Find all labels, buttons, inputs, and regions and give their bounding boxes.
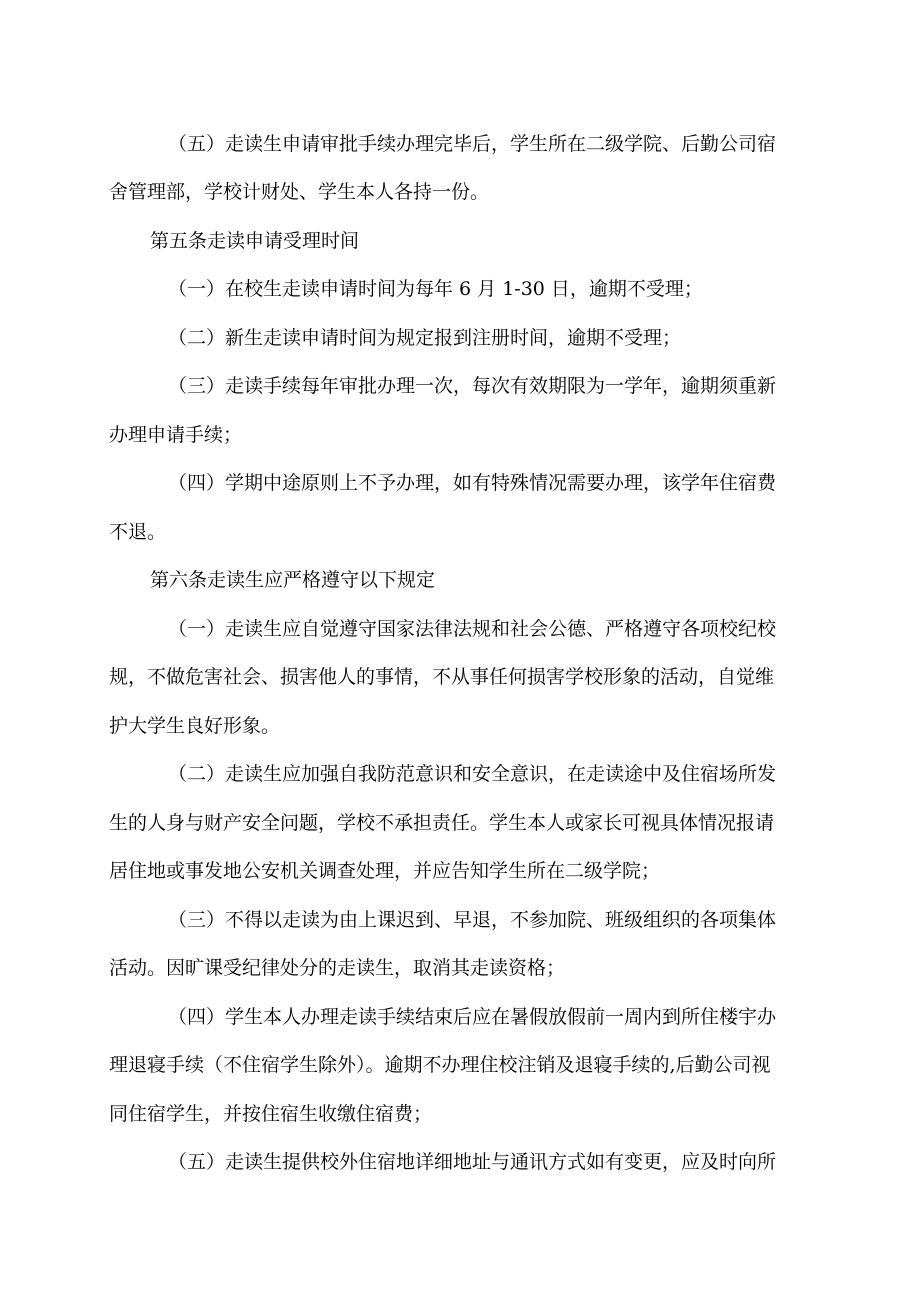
text-line: 理退寝手续（不住宿学生除外）。逾期不办理住校注销及退寝手续的,后勤公司视 [109, 1054, 771, 1076]
text-line: （四）学生本人办理走读手续结束后应在暑假放假前一周内到所住楼宇办 [168, 1006, 777, 1028]
text-line: （四）学期中途原则上不予办理，如有特殊情况需要办理，该学年住宿费 [168, 472, 777, 494]
text-line: （一）在校生走读申请时间为每年 6 月 1-30 日，逾期不受理； [168, 278, 703, 300]
text-line: （三）走读手续每年审批办理一次，每次有效期限为一学年，逾期须重新 [168, 375, 777, 397]
text-line: 活动。因旷课受纪律处分的走读生，取消其走读资格； [109, 957, 566, 979]
text-line: （一）走读生应自觉遵守国家法律法规和社会公德、严格遵守各项校纪校 [168, 618, 777, 640]
text-line: 同住宿学生，并按住宿生收缴住宿费； [109, 1103, 433, 1125]
text-line: 不退。 [109, 521, 167, 543]
text-line: （二）走读生应加强自我防范意识和安全意识，在走读途中及住宿场所发 [168, 763, 777, 785]
text-line: 规，不做危害社会、损害他人的事情，不从事任何损害学校形象的活动，自觉维 [109, 666, 775, 688]
text-line: 办理申请手续； [109, 424, 243, 446]
text-line: 舍管理部，学校计财处、学生本人各持一份。 [109, 181, 490, 203]
text-line: 生的人身与财产安全问题，学校不承担责任。学生本人或家长可视具体情况报请 [109, 812, 775, 834]
text-line: （五）走读生申请审批手续办理完毕后，学生所在二级学院、后勤公司宿 [168, 133, 777, 155]
heading-text: 第五条走读申请受理时间 [150, 230, 360, 252]
text-line: （二）新生走读申请时间为规定报到注册时间，逾期不受理； [168, 327, 682, 349]
heading-text: 第六条走读生应严格遵守以下规定 [150, 569, 436, 591]
text-line: 居住地或事发地公安机关调查处理，并应告知学生所在二级学院； [109, 860, 661, 882]
text-line: 护大学生良好形象。 [109, 715, 281, 737]
text-line: （三）不得以走读为由上课迟到、早退，不参加院、班级组织的各项集体 [168, 909, 777, 931]
text-line: （五）走读生提供校外住宿地详细地址与通讯方式如有变更，应及时向所 [168, 1151, 777, 1173]
